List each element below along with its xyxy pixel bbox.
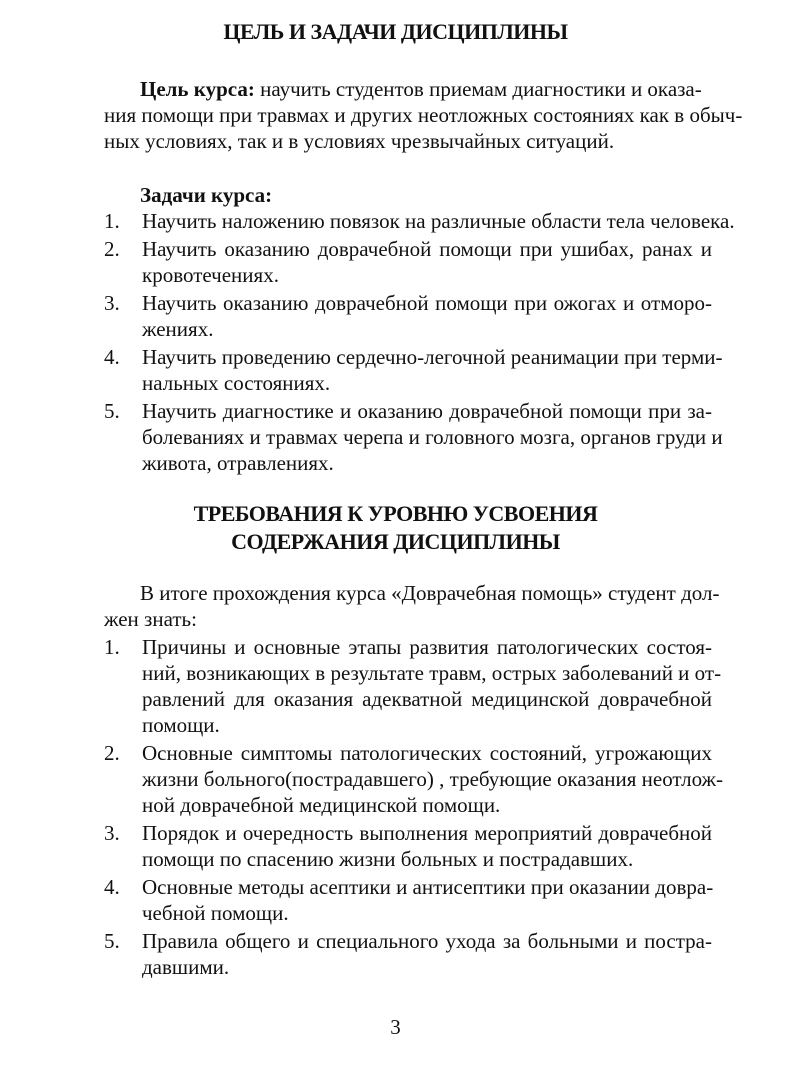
requirement-text: ной доврачебной медицинской помощи. xyxy=(142,793,501,817)
intro-line-2: жен знать: xyxy=(104,607,197,631)
task-number: 1. xyxy=(104,209,120,233)
requirement-number: 3. xyxy=(104,821,120,845)
requirement-text: равлений для оказания адекватной медицинской доврачебной xyxy=(142,687,712,711)
task-text: Научить оказанию доврачебной помощи при ушибах, ранах и xyxy=(142,237,712,261)
requirement-text: ний, возникающих в результате травм, острых заболеваний и от- xyxy=(142,661,722,685)
requirement-text: помощи. xyxy=(142,713,220,737)
task-number: 3. xyxy=(104,291,120,315)
requirement-text: Правила общего и специального ухода за больными и постра- xyxy=(142,929,712,953)
goal-text: научить студентов приемам диагностики и оказа- xyxy=(254,77,702,101)
task-text: нальных состояниях. xyxy=(142,371,331,395)
task-text: Научить оказанию доврачебной помощи при ожогах и отморо- xyxy=(142,291,712,315)
requirement-text: Основные симптомы патологических состояний, угрожающих xyxy=(142,741,712,765)
section-title-requirements-line-2: СОДЕРЖАНИЯ ДИСЦИПЛИНЫ xyxy=(231,529,560,554)
tasks-label: Задачи курса: xyxy=(140,183,273,207)
requirement-text: Основные методы асептики и антисептики при оказании довра- xyxy=(142,875,714,899)
task-number: 5. xyxy=(104,399,120,423)
goal-paragraph-line-2: ния помощи при травмах и других неотложных состояниях как в обыч- xyxy=(104,103,743,127)
requirement-text: помощи по спасению жизни больных и пострадавших. xyxy=(142,847,634,871)
task-text: Научить проведению сердечно-легочной реанимации при терми- xyxy=(142,345,723,369)
task-text: живота, отравлениях. xyxy=(142,451,334,475)
task-text: жениях. xyxy=(142,317,214,341)
goal-paragraph-line-3: ных условиях, так и в условиях чрезвычайных ситуаций. xyxy=(104,129,615,153)
requirement-text: Причины и основные этапы развития патологических состоя- xyxy=(142,635,712,659)
requirement-text: Порядок и очередность выполнения мероприятий доврачебной xyxy=(142,821,712,845)
requirement-number: 1. xyxy=(104,635,120,659)
goal-label: Цель курса: xyxy=(140,77,255,101)
goal-paragraph-line-1 xyxy=(140,76,702,102)
task-number: 2. xyxy=(104,237,120,261)
requirement-text: чебной помощи. xyxy=(142,901,289,925)
section-title-goals: ЦЕЛЬ И ЗАДАЧИ ДИСЦИПЛИНЫ xyxy=(223,19,568,44)
task-text: кровотечениях. xyxy=(142,263,279,287)
page-number: 3 xyxy=(390,1015,401,1039)
task-text: болеваниях и травмах черепа и головного мозга, органов груди и xyxy=(142,425,723,449)
section-title-requirements-line-1: ТРЕБОВАНИЯ К УРОВНЮ УСВОЕНИЯ xyxy=(193,501,598,526)
requirement-number: 4. xyxy=(104,875,120,899)
requirement-number: 5. xyxy=(104,929,120,953)
task-text: Научить диагностике и оказанию доврачебной помощи при за- xyxy=(142,399,712,423)
requirement-text: давшими. xyxy=(142,955,230,979)
task-text: Научить наложению повязок на различные области тела человека. xyxy=(142,209,735,233)
task-number: 4. xyxy=(104,345,120,369)
requirement-number: 2. xyxy=(104,741,120,765)
requirement-text: жизни больного(пострадавшего) , требующие оказания неотлож- xyxy=(142,767,724,791)
intro-line-1: В итоге прохождения курса «Доврачебная помощь» студент дол- xyxy=(140,581,720,605)
